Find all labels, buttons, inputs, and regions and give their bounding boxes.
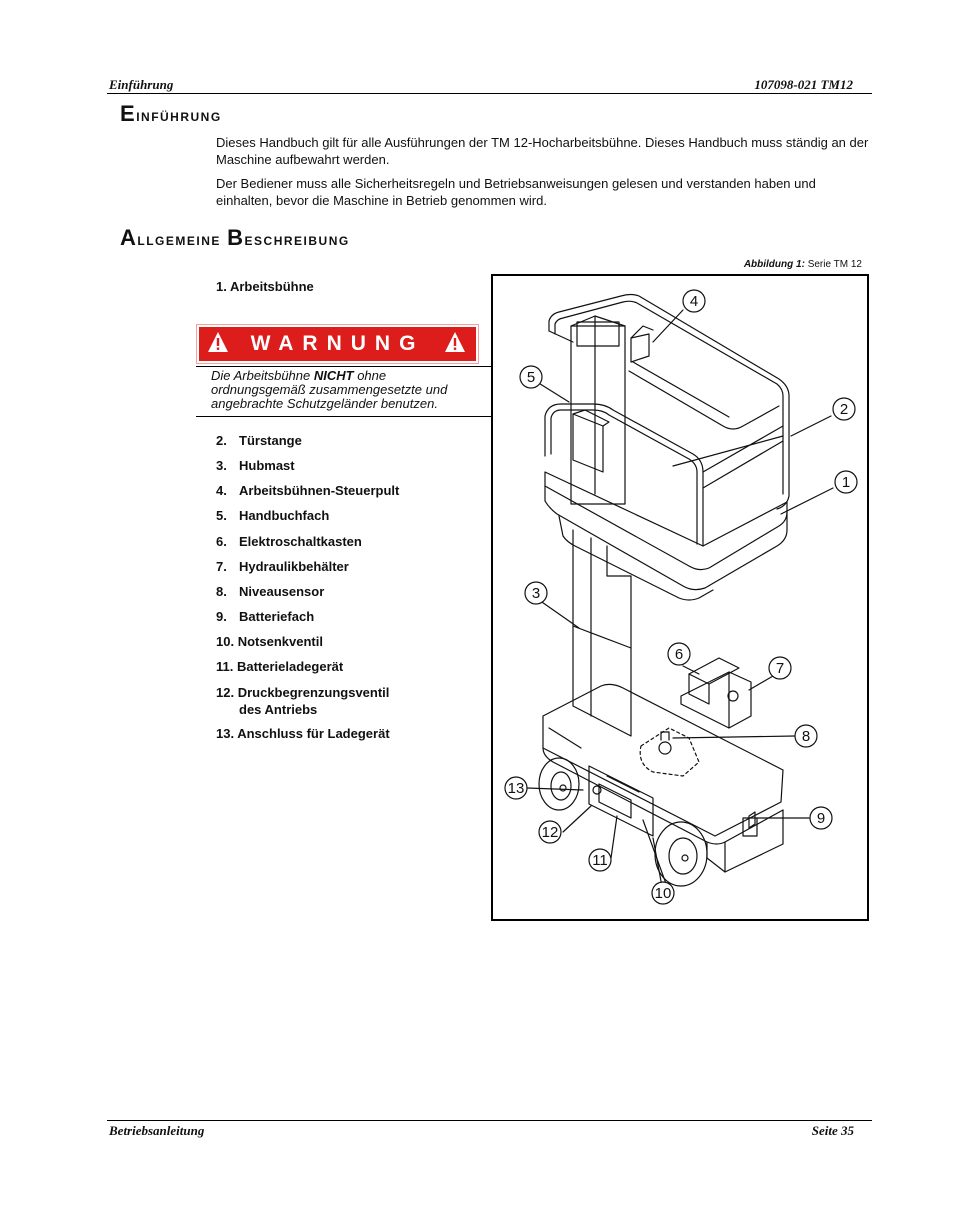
callout-9 (810, 807, 832, 829)
warning-banner (196, 324, 479, 364)
list-item-label: Arbeitsbühne (229, 279, 314, 294)
figure-label: Abbildung 1: (743, 259, 805, 270)
warning-title: WARNUNG (250, 332, 425, 355)
svg-text:9: 9 (816, 810, 826, 827)
list-item (216, 278, 314, 295)
running-footer-left: Betriebsanleitung (109, 1123, 205, 1138)
list-item: 3. Hubmast (216, 458, 295, 473)
callout-3 (525, 582, 547, 604)
list-item: 10. Notsenkventil (216, 634, 323, 649)
callout-11 (589, 849, 611, 871)
list-item: 4. Arbeitsbühnen-Steuerpult (216, 483, 400, 498)
svg-text:4: 4 (689, 293, 699, 310)
svg-text:12: 12 (541, 824, 559, 841)
footer-rule (107, 1120, 872, 1121)
figure-frame (491, 274, 869, 921)
callout-13 (505, 777, 527, 799)
warning-rule-top (196, 366, 492, 367)
running-header-left: Einführung (109, 77, 174, 92)
svg-text:13: 13 (507, 780, 525, 797)
svg-text:10: 10 (654, 885, 672, 902)
list-item: 5. Handbuchfach (216, 508, 330, 523)
list-item: 12. Druckbegrenzungsventil des Antriebs (216, 685, 390, 717)
figure-caption-text: Serie TM 12 (807, 259, 862, 270)
list-item: 7. Hydraulikbehälter (216, 559, 349, 574)
section-title-allgemeine-beschreibung: Allgemeine Beschreibung (120, 225, 350, 250)
running-header-right: 107098-021 TM12 (754, 77, 853, 92)
warning-rule-bottom (196, 416, 492, 417)
figure-caption (744, 259, 862, 270)
callout-7 (769, 657, 791, 679)
svg-text:1: 1 (841, 474, 851, 491)
warning-text: Die Arbeitsbühne NICHT ohne ordnungsgemäß zusammengesetzte und angebrachte Schutzgeländer benutzen. (211, 368, 448, 411)
callout-1 (835, 471, 857, 493)
section-title-einfuehrung: Einführung (120, 101, 222, 126)
svg-text:3: 3 (531, 585, 541, 602)
list-item: 9. Batteriefach (216, 609, 315, 624)
page-number: Seite 35 (811, 1123, 854, 1138)
svg-text:2: 2 (839, 401, 849, 418)
svg-text:11: 11 (592, 852, 608, 869)
svg-text:8: 8 (801, 728, 811, 745)
list-item-number: 1. (216, 279, 227, 294)
platform-illustration (493, 276, 867, 919)
svg-text:6: 6 (674, 646, 684, 663)
callout-12 (539, 821, 561, 843)
intro-paragraph-1: Dieses Handbuch gilt für alle Ausführungen der TM 12-Hocharbeitsbühne. Dieses Handbuch muss ständig an der Maschine aufbewahrt werden. (216, 135, 869, 167)
list-item: 13. Anschluss für Ladegerät (216, 726, 390, 741)
list-item: 2. Türstange (216, 433, 302, 448)
callout-5 (520, 366, 542, 388)
callout-10 (652, 882, 674, 904)
list-item: 6. Elektroschaltkasten (216, 534, 362, 549)
list-item: 11. Batterieladegerät (216, 659, 344, 674)
callout-6 (668, 643, 690, 665)
header-rule (107, 93, 872, 94)
svg-text:7: 7 (775, 660, 785, 677)
callout-8 (795, 725, 817, 747)
callout-4 (683, 290, 705, 312)
warning-triangle-icon (444, 331, 466, 353)
callout-2 (833, 398, 855, 420)
intro-paragraph-2: Der Bediener muss alle Sicherheitsregeln und Betriebsanweisungen gelesen und verstanden haben und einhalten, bevor die Maschine in Betrieb genommen wird. (216, 176, 816, 208)
svg-text:5: 5 (526, 369, 536, 386)
list-item: 8. Niveausensor (216, 584, 325, 599)
